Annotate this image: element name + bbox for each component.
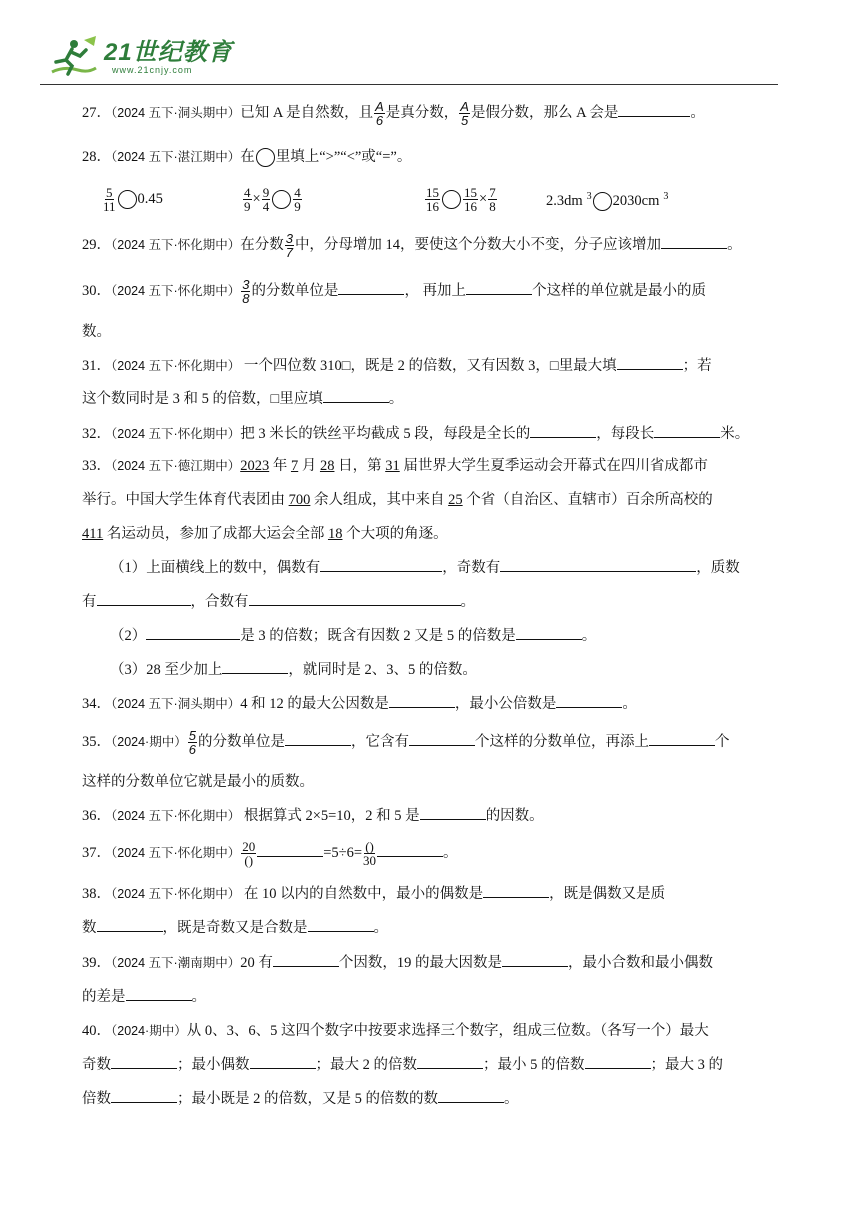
answer-blank[interactable] <box>500 558 696 572</box>
question-33: 33．（2024 五下·德江期中）2023 年 7 月 28 日，第 31 届世界大学生夏季运动会开幕式在四川省成都市 <box>82 458 708 474</box>
question-33-part2: （2） 是 3 的倍数；既含有因数 2 又是 5 的倍数是 。 <box>110 628 597 644</box>
compare-expr-3: $\frac{15}{16}$ $\frac{15}{16}$ × $\frac{7}{8}$ <box>426 185 496 214</box>
fraction: $\frac{A}{5}$ <box>460 99 469 128</box>
answer-blank[interactable] <box>389 694 455 708</box>
answer-blank[interactable] <box>338 281 404 295</box>
answer-blank[interactable] <box>146 626 240 640</box>
answer-blank[interactable] <box>617 356 683 370</box>
logo <box>44 36 233 80</box>
answer-blank[interactable] <box>502 953 568 967</box>
question-35: 35．（2024·期中） $\frac{5}{6}$ 的分数单位是 ，它含有 个这样的分数单位，再添上 个 <box>82 728 730 757</box>
answer-blank[interactable] <box>516 626 582 640</box>
question-34: 34．（2024 五下·洞头期中）4 和 12 的最大公因数是 ，最小公倍数是 。 <box>82 696 637 712</box>
question-35-line2: 这样的分数单位它就是最小的质数。 <box>82 774 314 790</box>
answer-blank[interactable] <box>222 660 288 674</box>
answer-blank[interactable] <box>618 103 690 117</box>
question-37: 37．（2024 五下·怀化期中） $\frac{20}{()}$ =5÷6= $\frac{()}{30}$ 。 <box>82 839 458 868</box>
runner-logo-icon <box>44 36 100 80</box>
answer-blank[interactable] <box>126 987 192 1001</box>
page-header <box>40 36 780 88</box>
compare-expr-4: 2.3dm $^3$ 2030cm $^3$ <box>546 191 668 211</box>
question-38-line2: 数 ，既是奇数又是合数是 。 <box>82 920 388 936</box>
question-39-line2: 的差是 。 <box>82 989 206 1005</box>
question-31: 31．（2024 五下·怀化期中） 一个四位数 310□，既是 2 的倍数，又有因数 3，□里最大填 ；若 <box>82 358 712 374</box>
question-30: 30．（2024 五下·怀化期中） $\frac{3}{8}$ 的分数单位是 ， 再加上 个这样的单位就是最小的质 <box>82 277 707 306</box>
question-30-line2: 数。 <box>82 324 111 340</box>
question-28: 28．（2024 五下·湛江期中）在 里填上“>”“<”或“=”。 <box>82 145 411 167</box>
answer-circle[interactable] <box>442 190 461 209</box>
answer-circle[interactable] <box>272 190 291 209</box>
question-27: 27．（2024 五下·洞头期中）已知 A 是自然数，且 $\frac{A}{6}$ 是真分数， $\frac{A}{5}$ 是假分数，那么 A 会是 。 <box>82 99 705 128</box>
answer-blank[interactable] <box>466 281 532 295</box>
answer-blank[interactable] <box>285 732 351 746</box>
question-32: 32．（2024 五下·怀化期中）把 3 米长的铁丝平均截成 5 段，每段是全长的 ，每段长 米。 <box>82 426 750 442</box>
answer-blank[interactable] <box>308 918 374 932</box>
answer-blank[interactable] <box>97 918 163 932</box>
question-40: 40．（2024·期中）从 0、3、6、5 这四个数字中按要求选择三个数字，组成三位数。（各写一个）最大 <box>82 1023 709 1039</box>
answer-blank[interactable] <box>377 843 443 857</box>
question-33-line3: 411 名运动员，参加了成都大运会全部 18 个大项的角逐。 <box>82 526 448 542</box>
logo-url: www.21cnjy.com <box>112 65 193 75</box>
fraction: $\frac{A}{6}$ <box>375 99 384 128</box>
answer-blank[interactable] <box>438 1089 504 1103</box>
answer-circle[interactable] <box>593 192 612 211</box>
answer-blank[interactable] <box>320 558 442 572</box>
answer-blank[interactable] <box>249 592 461 606</box>
question-39: 39．（2024 五下·潮南期中）20 有 个因数，19 的最大因数是 ，最小合数和最小偶数 <box>82 955 713 971</box>
answer-blank[interactable] <box>273 953 339 967</box>
answer-blank[interactable] <box>409 732 475 746</box>
answer-blank[interactable] <box>97 592 191 606</box>
question-36: 36．（2024 五下·怀化期中） 根据算式 2×5=10，2 和 5 是 的因数。 <box>82 808 544 824</box>
question-38: 38．（2024 五下·怀化期中） 在 10 以内的自然数中，最小的偶数是 ，既是偶数又是质 <box>82 886 666 902</box>
compare-expr-2: $\frac{4}{9}$ × $\frac{9}{4}$ $\frac{4}{9}$ <box>244 185 301 214</box>
answer-blank[interactable] <box>417 1055 483 1069</box>
answer-blank[interactable] <box>556 694 622 708</box>
answer-blank[interactable] <box>111 1089 177 1103</box>
answer-blank[interactable] <box>323 389 389 403</box>
question-40-line3: 倍数 ；最小既是 2 的倍数，又是 5 的倍数的数 。 <box>82 1091 519 1107</box>
answer-blank[interactable] <box>585 1055 651 1069</box>
answer-circle[interactable] <box>256 148 275 167</box>
question-31-line2: 这个数同时是 3 和 5 的倍数，□里应填 。 <box>82 391 404 407</box>
question-33-part3: （3）28 至少加上 ，就同时是 2、3、5 的倍数。 <box>110 662 477 678</box>
logo-title: 21世纪教育 <box>104 39 233 66</box>
question-33-part1-line2: 有 ，合数有 。 <box>82 594 475 610</box>
question-29: 29．（2024 五下·怀化期中）在分数 $\frac{3}{7}$ 中，分母增加 14，要使这个分数大小不变，分子应该增加 。 <box>82 231 742 260</box>
answer-blank[interactable] <box>250 1055 316 1069</box>
answer-blank[interactable] <box>654 424 720 438</box>
answer-blank[interactable] <box>257 843 323 857</box>
question-33-part1: （1）上面横线上的数中，偶数有 ，奇数有 ，质数 <box>110 560 740 576</box>
question-33-line2: 举行。中国大学生体育代表团由 700 余人组成，其中来自 25 个省（自治区、直辖市）百余所高校的 <box>82 492 713 508</box>
answer-circle[interactable] <box>118 190 137 209</box>
answer-blank[interactable] <box>530 424 596 438</box>
answer-blank[interactable] <box>420 806 486 820</box>
answer-blank[interactable] <box>649 732 715 746</box>
answer-blank[interactable] <box>483 884 549 898</box>
header-divider <box>40 84 778 85</box>
answer-blank[interactable] <box>661 235 727 249</box>
question-40-line2: 奇数 ；最小偶数 ；最大 2 的倍数 ；最小 5 的倍数 ；最大 3 的 <box>82 1057 723 1073</box>
compare-expr-1: $\frac{5}{11}$ 0.45 <box>103 185 163 214</box>
answer-blank[interactable] <box>111 1055 177 1069</box>
